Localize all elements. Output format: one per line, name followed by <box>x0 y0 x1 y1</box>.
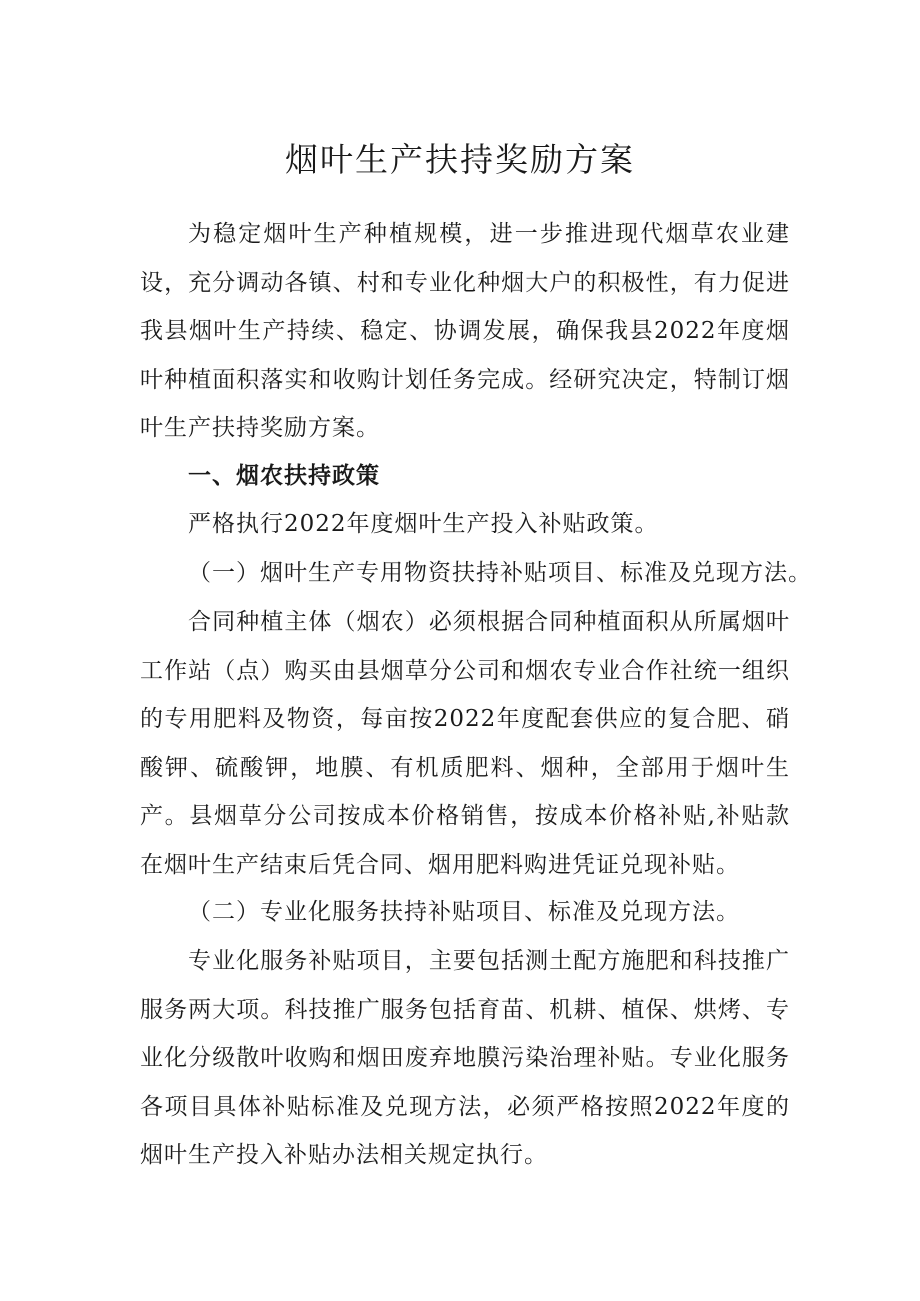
section-1-line: 严格执行2022年度烟叶生产投入补贴政策。 <box>188 511 659 537</box>
subsection-2-body: 专业化服务补贴项目，主要包括测土配方施肥和科技推广服务两大项。科技推广服务包括育苗、机耕、植保、烘烤、专业化分级散叶收购和烟田废弃地膜污染治理补贴。专业化服务各项目具体补贴标准及兑现方法，必须严格按照2022年度的烟叶生产投入补贴办法相关规定执行。 <box>140 948 790 1168</box>
document-title: 烟叶生产扶持奖励方案 <box>285 140 635 179</box>
section-1-heading: 一、烟农扶持政策 <box>188 463 380 489</box>
subsection-1-body: 合同种植主体（烟农）必须根据合同种植面积从所属烟叶工作站（点）购买由县烟草分公司和烟农专业合作社统一组织的专用肥料及物资，每亩按2022年度配套供应的复合肥、硝酸钾、硫酸钾，地膜、有机质肥料、烟种，全部用于烟叶生产。县烟草分公司按成本价格销售，按成本价格补贴,补贴款在烟叶生产结束后凭合同、烟用肥料购进凭证兑现补贴。 <box>140 609 790 878</box>
subsection-1-heading: （一）烟叶生产专用物资扶持补贴项目、标准及兑现方法。 <box>188 560 812 586</box>
intro-paragraph: 为稳定烟叶生产种植规模，进一步推进现代烟草农业建设，充分调动各镇、村和专业化种烟大户的积极性，有力促进我县烟叶生产持续、稳定、协调发展，确保我县2022年度烟叶种植面积落实和收购计划任务完成。经研究决定，特制订烟叶生产扶持奖励方案。 <box>140 221 790 441</box>
subsection-2-heading: （二）专业化服务扶持补贴项目、标准及兑现方法。 <box>188 899 740 925</box>
